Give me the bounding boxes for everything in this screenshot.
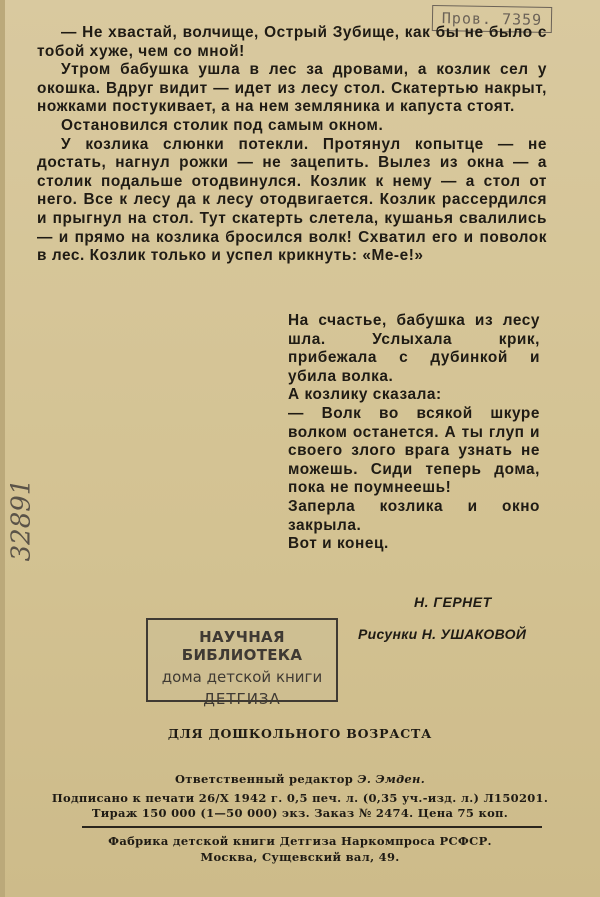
story-paragraph: — Волк во всякой шкуре волком останется. А ты глуп и своего злого врага узнать не можешь. Сиди теперь дома, пока не поумнеешь! — [288, 404, 540, 497]
illustrator-name: Н. УШАКОВОЙ — [421, 626, 527, 642]
editor-label: Ответственный редактор — [174, 772, 354, 786]
handwritten-number — [4, 460, 44, 580]
imprint-print-run: Тираж 150 000 (1—50 000) экз. Заказ № 2474. Цена 75 коп. — [91, 806, 509, 820]
library-stamp-line: ДЕТГИЗА — [203, 690, 281, 708]
imprint-editor — [0, 772, 600, 786]
imprint-address: Москва, Сущевский вал, 49. — [200, 850, 400, 864]
library-stamp-line: дома детской книги — [161, 668, 323, 686]
editor-name: Э. Эмден. — [357, 772, 426, 786]
imprint-signed: Подписано к печати 26/X 1942 г. 0,5 печ. л. (0,35 уч.-изд. л.) Л150201. — [51, 791, 549, 805]
story-paragraph: Вот и конец. — [288, 535, 389, 553]
library-stamp — [146, 618, 338, 708]
author-credit: Н. ГЕРНЕТ — [414, 594, 492, 610]
story-paragraph: Остановился столик под самым окном. — [61, 116, 384, 134]
story-paragraph: Заперла козлика и окно закрыла. — [288, 497, 540, 534]
audience-label: ДЛЯ ДОШКОЛЬНОГО ВОЗРАСТА — [167, 726, 433, 741]
story-paragraph: Утром бабушка ушла в лес за дровами, а козлик сел у окошка. Вдруг видит — идет из лесу стол. Скатертью накрыт, ножками постукивает, а на нем земляника и капуста стоят. — [37, 61, 547, 116]
story-paragraph: У козлика слюнки потекли. Протянул копытце — не достать, нагнул рожки — не зацепить. Вылез из окна — а столик подальше отодвинулся. Козлик к нему — а стол от него. Все к лесу да к лесу отодвигается. Козлик рассердился и прыгнул на стол. Тут скатерть слетела, кушанья свалились — и прямо на козлика бросился волк! Схватил его и поволок в лес. Козлик только и успел крикнуть: «Ме-е!» — [37, 135, 547, 265]
handwritten-number-text: 32891 — [6, 478, 37, 562]
page-edge — [0, 0, 5, 897]
story-text — [37, 24, 547, 266]
illustrator-prefix: Рисунки — [358, 626, 418, 642]
library-stamp-line: НАУЧНАЯ БИБЛИОТЕКА — [181, 628, 303, 664]
story-paragraph: На счастье, бабушка из лесу шла. Услыхала крик, прибежала с дубинкой и убила волка. — [288, 312, 540, 385]
imprint-factory: Фабрика детской книги Детгиза Наркомпроса РСФСР. — [108, 834, 492, 848]
story-paragraph: А козлику сказала: — [288, 386, 442, 404]
divider-rule — [82, 826, 542, 828]
story-paragraph: — Не хвастай, волчище, Острый Зубище, как бы не было с тобой хуже, чем со мной! — [37, 24, 547, 60]
inventory-stamp: Пров. 7359 — [432, 5, 552, 33]
story-text-right-column — [288, 312, 540, 554]
illustrator-credit — [358, 626, 526, 642]
